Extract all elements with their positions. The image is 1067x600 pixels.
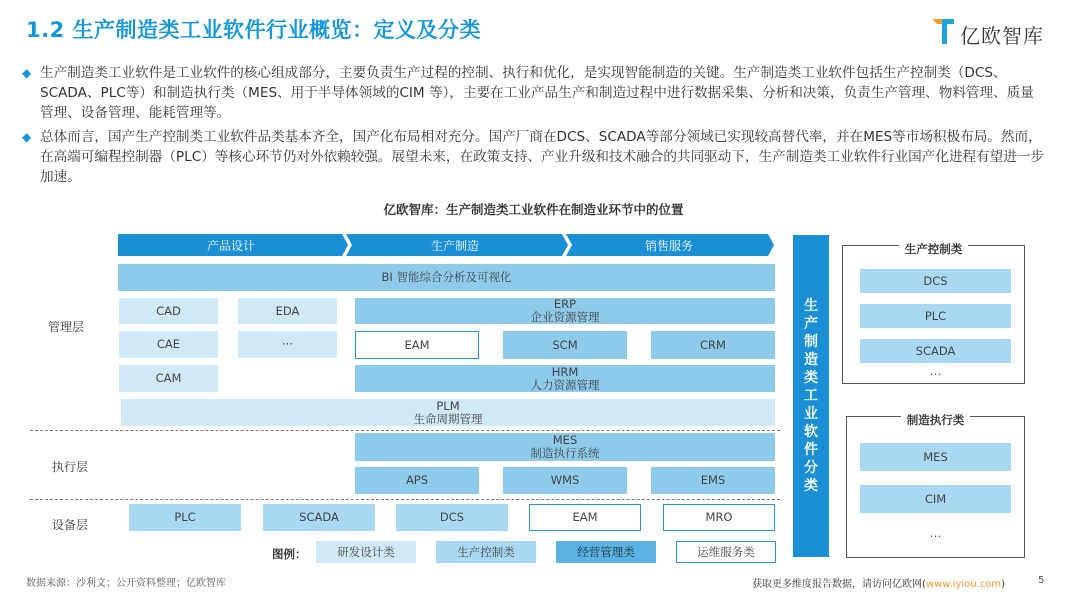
bi-box: BI 智能综合分析及可视化: [118, 264, 775, 291]
plm-name: PLM: [436, 398, 460, 413]
group-control-title: 生产控制类: [899, 242, 969, 256]
scm-box: SCM: [503, 331, 627, 359]
footer-note: [752, 575, 1005, 590]
layer-management: 管理层: [48, 320, 85, 334]
eda-box: EDA: [238, 298, 337, 324]
group-exec-cim: CIM: [860, 485, 1011, 513]
legend-label: 图例：: [272, 547, 307, 561]
mes-name: MES: [552, 433, 578, 447]
legend-service: 运维服务类: [676, 541, 776, 563]
vertical-label-char: 业: [804, 406, 818, 422]
mes-desc: 制造执行系统: [530, 446, 600, 460]
vertical-label-char: 类: [804, 478, 818, 494]
vertical-label-char: 生: [804, 298, 818, 314]
legend-management: 经营管理类: [556, 541, 656, 563]
stage-label-sales: 销售服务: [644, 238, 693, 253]
vertical-label-char: 软: [804, 424, 818, 440]
separator-line: [30, 499, 780, 500]
separator-line: [30, 430, 780, 431]
logo-text: 亿欧智库: [960, 24, 1044, 48]
ems-box: EMS: [651, 467, 775, 494]
bullet-icon: ◆: [22, 130, 32, 144]
mro-equip-box: MRO: [663, 504, 775, 531]
hrm-name: HRM: [551, 364, 579, 379]
group-exec-title: 制造执行类: [901, 413, 971, 427]
vertical-label-char: 制: [804, 334, 818, 350]
hrm-box: [355, 365, 775, 392]
eam-mgmt-box: EAM: [355, 331, 479, 359]
hrm-desc: 人力资源管理: [530, 377, 600, 392]
plm-box: [121, 399, 775, 426]
legend-control: 生产控制类: [436, 541, 536, 563]
layer-equipment: 设备层: [52, 518, 89, 532]
paragraph-definition: [22, 63, 1047, 123]
paragraph-text: 生产制造类工业软件是工业软件的核心组成部分，主要负责生产过程的控制、执行和优化，是实现智能制造的关键。生产制造类工业软件包括生产控制类（DCS、SCADA、PLC等）和制造执行类（MES、用于半导体领域的CIM 等），主要在工业产品生产和制造过程中进行数据采集、分析和决策，负责生产管理、物料管理、质量管理、设备管理、能耗管理等。: [40, 65, 1034, 121]
group-exec-title-wrap: [846, 409, 1025, 428]
footer-link[interactable]: www.iyiou.com: [925, 579, 1002, 590]
plc-equip-box: PLC: [129, 504, 241, 531]
group-control-plc: PLC: [860, 304, 1011, 328]
mes-box: [355, 433, 775, 461]
group-control-scada: SCADA: [860, 339, 1011, 363]
bullet-icon: ◆: [22, 66, 32, 80]
footer-suffix: ): [1001, 579, 1006, 590]
eam-equip-box: EAM: [529, 504, 641, 531]
erp-name: ERP: [553, 297, 577, 311]
source-note: 数据来源：沙利文；公开资料整理；亿欧智库: [26, 578, 226, 589]
group-control-dcs: DCS: [860, 269, 1011, 293]
cad-box: CAD: [119, 298, 218, 324]
vertical-category-bar: [793, 235, 829, 557]
dcs-equip-box: DCS: [396, 504, 508, 531]
page-number: 5: [1038, 575, 1045, 586]
cam-box: CAM: [119, 365, 218, 392]
vertical-label-char: 造: [804, 352, 818, 368]
group-exec-more: …: [929, 526, 942, 540]
layer-execution: 执行层: [52, 460, 89, 474]
design-more-box: ···: [238, 331, 337, 358]
cae-box: CAE: [119, 331, 218, 358]
vertical-label-char: 工: [804, 388, 818, 404]
stage-label-production: 生产制造: [430, 238, 479, 253]
crm-box: CRM: [651, 331, 775, 359]
vertical-label-char: 分: [804, 460, 818, 476]
aps-box: APS: [355, 467, 479, 494]
erp-box: [355, 298, 775, 324]
vertical-label-char: 件: [804, 442, 818, 458]
plm-desc: 生命周期管理: [413, 411, 483, 426]
vertical-label-char: 类: [804, 370, 818, 386]
logo-icon: [930, 16, 956, 46]
group-exec-mes: MES: [860, 443, 1011, 471]
diagram-title: 亿欧智库：生产制造类工业软件在制造业环节中的位置: [383, 202, 684, 217]
group-control-more: …: [929, 364, 942, 378]
footer-prefix: 获取更多维度报告数据，请访问亿欧网(: [752, 579, 926, 590]
scada-equip-box: SCADA: [263, 504, 375, 531]
legend-design: 研发设计类: [316, 541, 416, 563]
stage-label-design: 产品设计: [206, 238, 255, 253]
wms-box: WMS: [503, 467, 627, 494]
paragraph-text: 总体而言，国产生产控制类工业软件品类基本齐全，国产化布局相对充分。国产厂商在DCS、SCADA等部分领域已实现较高替代率，并在MES等市场积极布局。然而，在高端可编程控制器（PLC）等核心环节仍对外依赖较强。展望未来，在政策支持、产业升级和技术融合的共同驱动下，生产制造类工业软件行业国产化进程有望进一步加速。: [40, 129, 1045, 185]
paragraph-summary: [22, 127, 1047, 187]
group-control-title-wrap: [842, 238, 1025, 257]
vertical-label-char: 产: [804, 316, 818, 332]
page-title: 1.2 生产制造类工业软件行业概览：定义及分类: [26, 18, 482, 42]
erp-desc: 企业资源管理: [530, 310, 600, 324]
